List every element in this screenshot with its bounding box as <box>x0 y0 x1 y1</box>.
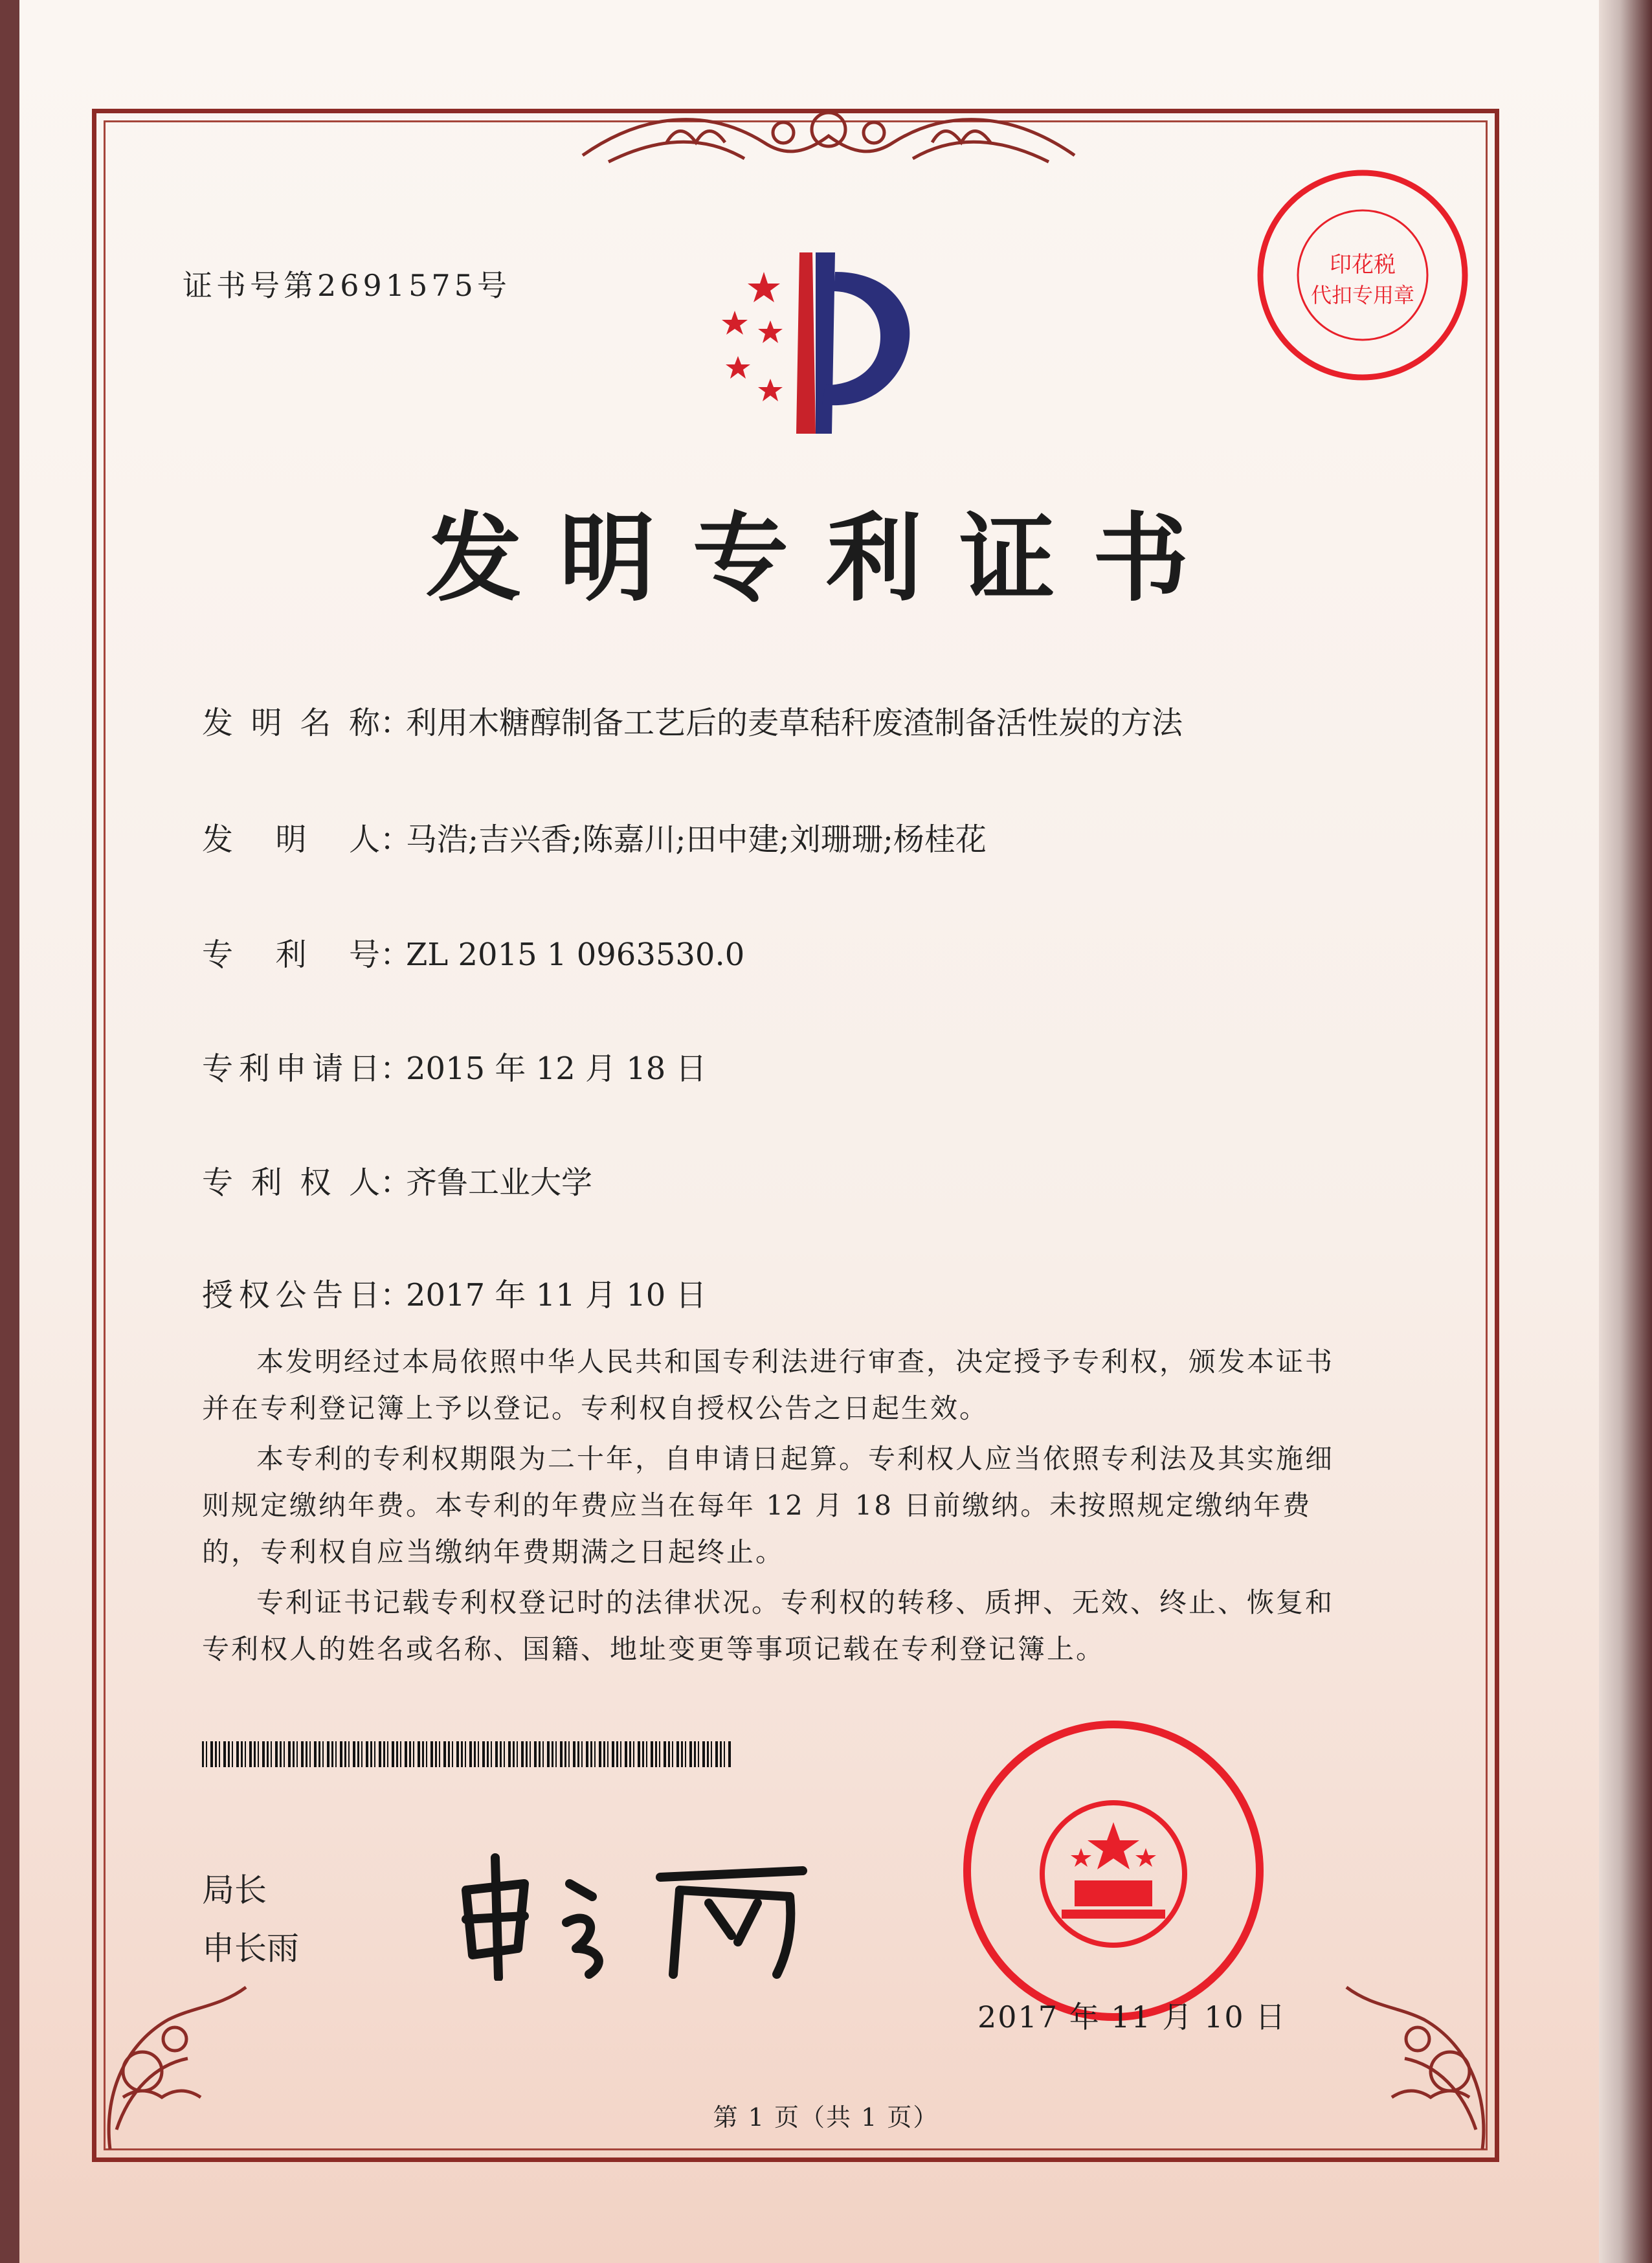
field-label: 专利号 <box>202 937 380 973</box>
top-ornament <box>570 97 1088 188</box>
tax-stamp-center-1: 印花税 <box>1330 252 1396 278</box>
field-value: ZL 2015 1 0963530.0 <box>406 937 745 973</box>
tax-stamp-center-2: 代扣专用章 <box>1310 283 1415 307</box>
body-paragraph: 专利证书记载专利权登记时的法律状况。专利权的转移、质押、无效、终止、恢复和专利权人的姓名或名称、国籍、地址变更等事项记载在专利登记簿上。 <box>202 1587 1335 1665</box>
field-invention-name: 发明名称：利用木糖醇制备工艺后的麦草秸秆废渣制备活性炭的方法 <box>202 698 1183 742</box>
field-label: 发明名称 <box>202 705 380 741</box>
field-label: 专利申请日 <box>202 1051 380 1087</box>
field-grant-date: 授权公告日：2017 年 11 月 10 日 <box>202 1270 707 1315</box>
director-name: 申长雨 <box>202 1930 299 1967</box>
field-label: 发明人 <box>202 821 380 858</box>
tax-stamp <box>1253 165 1473 385</box>
field-inventors: 发明人：马浩;吉兴香;陈嘉川;田中建;刘珊珊;杨桂花 <box>202 814 987 859</box>
patent-office-emblem <box>686 246 945 440</box>
field-value: 齐鲁工业大学 <box>406 1165 593 1201</box>
certificate-number: 证书号第2691575号 <box>183 268 511 303</box>
field-label: 授权公告日 <box>202 1277 380 1313</box>
seal-date: 2017 年 11 月 10 日 <box>977 2000 1287 2034</box>
page-title: 发明专利证书 <box>426 503 1226 614</box>
body-paragraph: 本专利的专利权期限为二十年，自申请日起算。专利权人应当依照专利法及其实施细则规定缴纳年费。本专利的年费应当在每年 12 月 18 日前缴纳。未按照规定缴纳年费的，专利权自应当缴纳年费期满之日起终止。 <box>202 1443 1335 1568</box>
field-value: 马浩;吉兴香;陈嘉川;田中建;刘珊珊;杨桂花 <box>406 821 987 858</box>
field-label: 专利权人 <box>202 1165 380 1201</box>
field-application-date: 专利申请日：2015 年 12 月 18 日 <box>202 1043 707 1088</box>
body-paragraph: 本发明经过本局依照中华人民共和国专利法进行审查，决定授予专利权，颁发本证书并在专利登记簿上予以登记。专利权自授权公告之日起生效。 <box>202 1346 1335 1424</box>
field-value: 利用木糖醇制备工艺后的麦草秸秆废渣制备活性炭的方法 <box>406 705 1183 741</box>
page-number: 第 1 页（共 1 页） <box>713 2103 939 2132</box>
field-value: 2017 年 11 月 10 日 <box>406 1277 707 1313</box>
field-value: 2015 年 12 月 18 日 <box>406 1051 707 1087</box>
director-signature <box>453 1851 816 1981</box>
main-seal <box>958 1715 1269 2026</box>
director-role: 局长 <box>202 1871 267 1909</box>
field-patentee: 专利权人：齐鲁工业大学 <box>202 1157 592 1202</box>
certificate-body <box>202 1339 1354 1677</box>
barcode <box>202 1741 733 1767</box>
binder-edge <box>1599 0 1652 2263</box>
field-patent-number: 专利号：ZL 2015 1 0963530.0 <box>202 930 744 974</box>
